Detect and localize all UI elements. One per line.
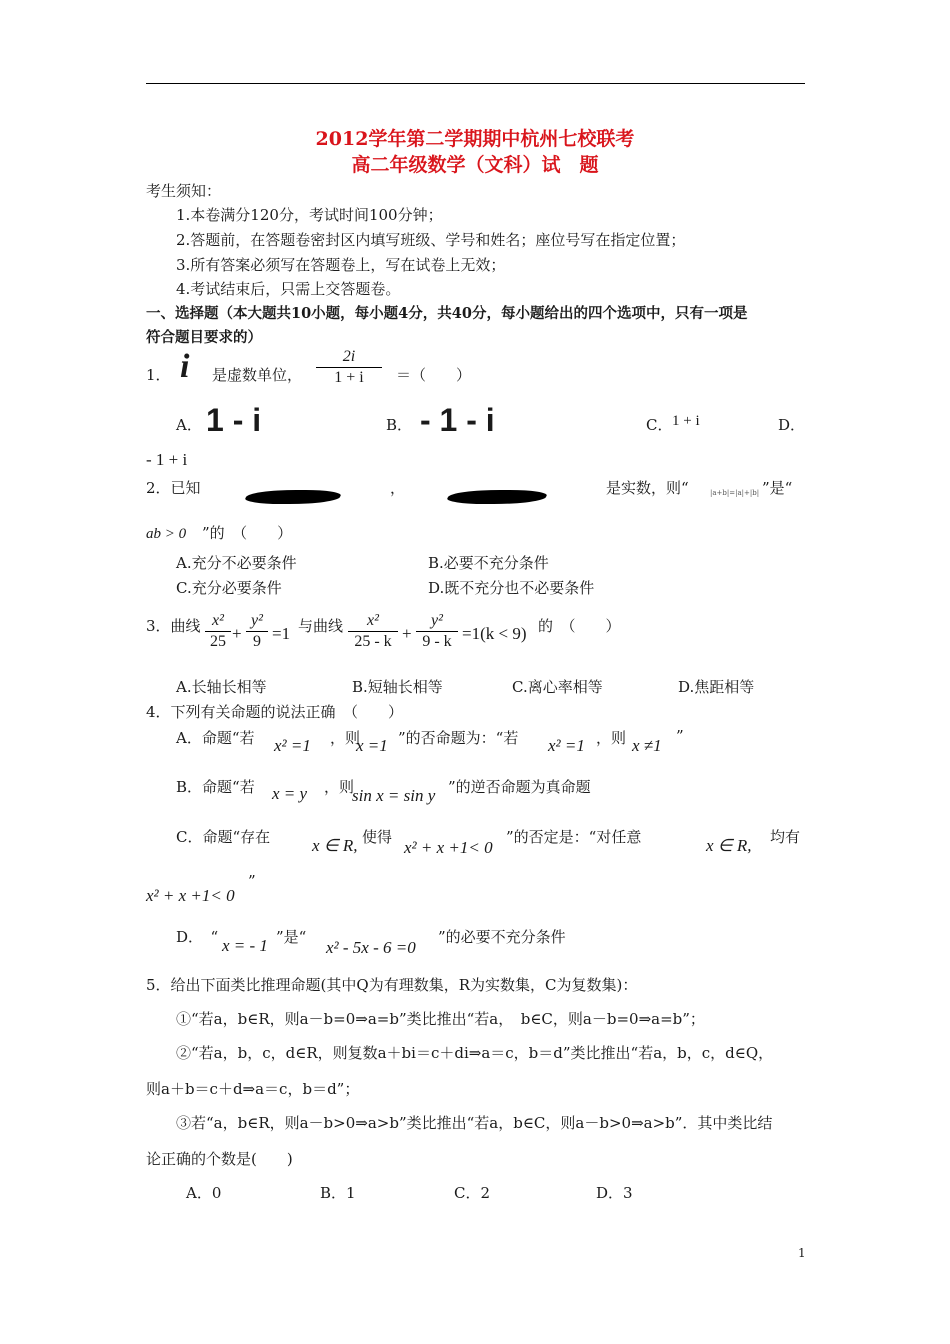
q4-stem: 4．下列有关命题的说法正确 （ ） (146, 703, 404, 721)
q3-tail: 的 （ ） (538, 617, 621, 635)
q3-eq1: =1 (272, 624, 291, 643)
q4-A-t4: ” (676, 727, 684, 745)
q2-tail: ”的 （ ） (202, 524, 293, 542)
q2-optB: B.必要不充分条件 (428, 554, 549, 572)
q1-optC-label: C． (646, 416, 673, 434)
q1-tail: ＝（ ） (396, 366, 472, 384)
q4-D-t2: ”的必要不充分条件 (438, 928, 566, 946)
q4-B-t2: ”的逆否命题为真命题 (448, 778, 591, 796)
q2-var-b-image (445, 490, 550, 504)
q4-C-m2: x² + x +1< 0 (404, 838, 493, 857)
q5-item2: ②“若a，b，c，d∈R，则复数a＋bi＝c＋di⇒a＝c，b＝d”类比推出“若a，b，c，d∈Q， (176, 1044, 774, 1062)
q3-optD: D.焦距相等 (678, 678, 755, 696)
notice-heading: 考生须知： (146, 182, 222, 200)
q4-D-m1: x = - 1 (222, 936, 268, 955)
q4-C-m1: x ∈ R, (312, 836, 358, 855)
q2-optC: C.充分必要条件 (176, 579, 282, 597)
q4-C-t4: ” (248, 872, 256, 890)
page-number: 1 (798, 1246, 806, 1260)
q2-text: 是实数，则“ (606, 479, 689, 497)
q5-optC: C．2 (454, 1184, 491, 1202)
q4-C-t3: 均有 (770, 828, 801, 846)
q3-eq2: =1(k < 9) (462, 624, 527, 643)
q4-C-t1: 使得 (362, 828, 393, 846)
q3-frac2-num: y² (246, 612, 268, 632)
q3-plus2: + (402, 624, 412, 643)
q3-frac2-den: 9 (253, 633, 261, 650)
q1-text: 是虚数单位， (212, 366, 303, 384)
q1-optA-label: A． (176, 416, 202, 434)
q5-optA: A．0 (186, 1184, 222, 1202)
q3-plus1: + (232, 624, 242, 643)
q3-frac1 (205, 612, 231, 651)
q2-cond2: ab > 0 (146, 526, 187, 542)
q3-number: 3．曲线 (146, 617, 201, 635)
header-rule (146, 83, 805, 84)
q4-A-pre: A．命题“若 (176, 729, 255, 747)
q3-frac3-num: x² (348, 612, 398, 632)
q4-D-t1: ”是“ (276, 928, 307, 946)
q5-item3: ③若“a，b∈R，则a－b>0⇒a>b”类比推出“若a，b∈C，则a－b>0⇒a>b”．其中类比结 (176, 1114, 773, 1132)
q4-A-m3: x² =1 (548, 736, 585, 755)
q5-stem: 5．给出下面类比推理命题(其中Q为有理数集，R为实数集，C为复数集)： (146, 976, 638, 994)
q4-B-m1: x = y (272, 784, 308, 803)
q4-B-t1: ，则 (324, 778, 355, 796)
section1-heading: 一、选择题（本大题共10小题，每小题4分，共40分，每小题给出的四个选项中，只有一项是 (146, 305, 748, 322)
q4-B-pre: B．命题“若 (176, 778, 255, 796)
q4-A-t2: ”的否命题为：“若 (398, 729, 519, 747)
q2-mid: ”是“ (762, 479, 793, 497)
q4-C-t2: ”的否定是：“对任意 (506, 828, 642, 846)
q5-item2-cont: 则a＋b＝c＋d⇒a＝c，b＝d”； (146, 1080, 360, 1098)
q3-optB: B.短轴长相等 (352, 678, 443, 696)
q4-A-m4: x ≠1 (632, 736, 662, 755)
q4-C-m3: x ∈ R, (706, 836, 752, 855)
q2-optA: A.充分不必要条件 (176, 554, 297, 572)
q2-var-a-image (243, 490, 344, 504)
q4-B-m2: sin x = sin y (352, 786, 436, 805)
q1-var: i (180, 348, 190, 385)
q1-optB-math: - 1 - i (420, 402, 495, 438)
q2-cond-image: |a+b|=|a|+|b| (710, 489, 760, 497)
q3-frac4-num: y² (416, 612, 458, 632)
q3-frac4 (416, 612, 458, 651)
q1-frac-num: 2i (316, 348, 382, 368)
q1-fraction (316, 348, 382, 387)
q3-frac4-den: 9 - k (422, 633, 452, 650)
q4-A-t3: ，则 (596, 729, 627, 747)
q1-optA-math: 1 - i (206, 402, 262, 438)
q4-D-m2: x² - 5x - 6 =0 (326, 938, 416, 957)
q3-frac2 (246, 612, 268, 651)
notice-item-3: 3.所有答案必须写在答题卷上，写在试卷上无效； (176, 256, 506, 274)
section1-heading-cont: 符合题目要求的） (146, 329, 262, 346)
q2-optD: D.既不充分也不必要条件 (428, 579, 595, 597)
q1-frac-den: 1 + i (334, 369, 364, 386)
q2-comma: ， (390, 479, 406, 497)
q2-number: 2．已知 (146, 479, 201, 497)
q3-optC: C.离心率相等 (512, 678, 603, 696)
exam-subtitle: 高二年级数学（文科）试 题 (351, 154, 599, 176)
q3-frac1-den: 25 (210, 633, 226, 650)
q5-optD: D．3 (596, 1184, 633, 1202)
exam-title: 2012学年第二学期期中杭州七校联考 (315, 128, 635, 150)
q3-mid: 与曲线 (298, 617, 344, 635)
q5-item3-cont: 论正确的个数是( ) (146, 1150, 293, 1168)
q4-C-pre: C．命题“存在 (176, 828, 271, 846)
q5-optB: B．1 (320, 1184, 356, 1202)
q4-A-t1: ，则 (330, 729, 361, 747)
q5-item1: ①“若a，b∈R，则a－b=0⇒a=b”类比推出“若a， b∈C，则a－b=0⇒a=b”； (176, 1010, 705, 1028)
q1-optC-math: 1 + i (672, 413, 700, 429)
q1-optD-math: - 1 + i (146, 450, 188, 469)
q4-A-m1: x² =1 (274, 736, 311, 755)
q4-D-pre: D． “ (176, 928, 219, 946)
q1-optB-label: B． (386, 416, 413, 434)
notice-item-2: 2.答题前，在答题卷密封区内填写班级、学号和姓名；座位号写在指定位置； (176, 231, 686, 249)
q4-C-m4: x² + x +1< 0 (146, 886, 235, 905)
q3-frac3 (348, 612, 398, 651)
q1-optD-label: D． (778, 416, 806, 434)
q1-number: 1． (146, 366, 171, 384)
notice-item-1: 1.本卷满分120分，考试时间100分钟； (176, 206, 443, 224)
q3-frac3-den: 25 - k (354, 633, 392, 650)
notice-item-4: 4.考试结束后，只需上交答题卷。 (176, 280, 401, 298)
q4-A-m2: x =1 (356, 736, 388, 755)
q3-frac1-num: x² (205, 612, 231, 632)
q3-optA: A.长轴长相等 (176, 678, 267, 696)
